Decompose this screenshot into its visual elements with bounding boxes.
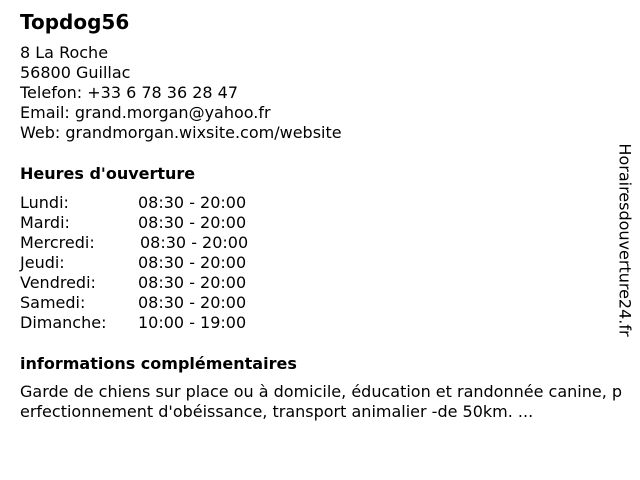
hours-day: Lundi: <box>20 193 69 212</box>
opening-hours-list <box>20 193 248 333</box>
website-url: Web: grandmorgan.wixsite.com/website <box>20 123 342 142</box>
hours-time: 08:30 - 20:00 <box>138 273 247 292</box>
site-watermark: Horairesdouverture24.fr <box>615 143 635 337</box>
contact-block <box>20 43 342 143</box>
hours-day: Vendredi: <box>20 273 96 292</box>
hours-row-saturday <box>20 293 248 313</box>
business-card <box>20 0 623 480</box>
hours-time: 10:00 - 19:00 <box>138 313 247 332</box>
hours-time: 08:30 - 20:00 <box>138 293 247 312</box>
address-street: 8 La Roche <box>20 43 109 62</box>
business-name: Topdog56 <box>20 10 130 34</box>
hours-row-sunday <box>20 313 248 333</box>
hours-time: 08:30 - 20:00 <box>138 253 247 272</box>
hours-heading: Heures d'ouverture <box>20 164 196 183</box>
hours-time: 08:30 - 20:00 <box>138 193 247 212</box>
hours-day: Jeudi: <box>20 253 65 272</box>
hours-row-thursday <box>20 253 248 273</box>
hours-row-monday <box>20 193 248 213</box>
hours-time: 08:30 - 20:00 <box>140 233 249 252</box>
hours-day: Mardi: <box>20 213 70 232</box>
info-description: Garde de chiens sur place ou à domicile, éducation et randonnée canine, perfectionnement d'obéissance, transport animalier -de 50km. ... <box>20 382 623 421</box>
hours-row-wednesday <box>20 233 248 253</box>
hours-day: Samedi: <box>20 293 86 312</box>
hours-time: 08:30 - 20:00 <box>138 213 247 232</box>
hours-day: Mercredi: <box>20 233 95 252</box>
hours-row-tuesday <box>20 213 248 233</box>
phone-number: Telefon: +33 6 78 36 28 47 <box>20 83 239 102</box>
email-address: Email: grand.morgan@yahoo.fr <box>20 103 271 122</box>
address-city: 56800 Guillac <box>20 63 131 82</box>
hours-row-friday <box>20 273 248 293</box>
info-heading: informations complémentaires <box>20 354 297 373</box>
hours-day: Dimanche: <box>20 313 107 332</box>
